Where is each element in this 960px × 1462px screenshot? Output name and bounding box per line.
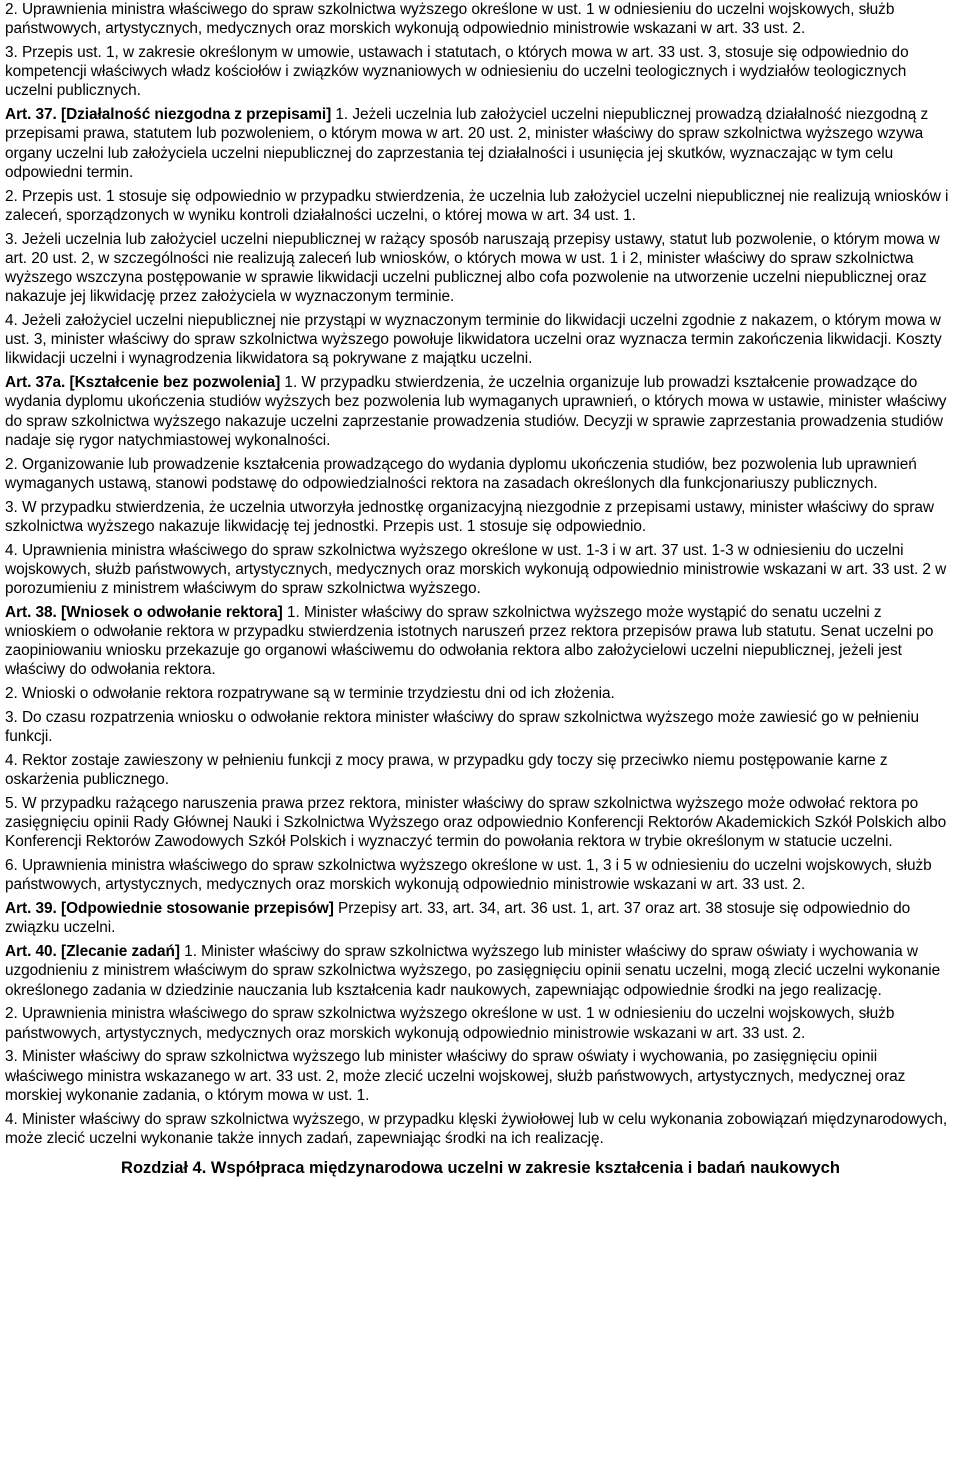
- paragraph: [5, 684, 956, 703]
- paragraph: [5, 311, 956, 369]
- paragraph-text: 4. Uprawnienia ministra właściwego do spraw szkolnictwa wyższego określone w ust. 1-3 i w art. 37 ust. 1-3 w odniesieniu do uczelni wojskowych, służb państwowych, artystycznych, medycznych oraz morskich wykonują odpowiednio ministrowie wskazani w art. 33 ust. 2 w porozumieniu z ministrem właściwym do spraw szkolnictwa wyższego.: [5, 541, 947, 598]
- paragraph: [5, 1004, 956, 1042]
- paragraph: [5, 230, 956, 307]
- paragraph: [5, 43, 956, 101]
- article-paragraph: [5, 603, 956, 680]
- paragraph-text: 1. W przypadku stwierdzenia, że uczelnia organizuje lub prowadzi kształcenie prowadzące do wydania dyplomu ukończenia studiów wyższych bez pozwolenia lub wymaganych uprawnień, o których mowa w ustawie, minister właściwy do spraw szkolnictwa wyższego nakazuje uczelni zaprzestanie prowadzenia studiów. Decyzji w sprawie zaprzestania prowadzenia studiów nadaje się rygor natychmiastowej wykonalności.: [5, 374, 947, 449]
- paragraph-text: 1. Minister właściwy do spraw szkolnictwa wyższego może wystąpić do senatu uczelni z wnioskiem o odwołanie rektora w przypadku stwierdzenia istotnych naruszeń przez rektora przepisów prawa lub statutu. Senat uczelni po zaopiniowaniu wniosku przekazuje go organowi właściwemu do odwołania rektora albo założycielowi uczelni niepublicznej, jeżeli jest właściwy do odwołania rektora.: [5, 603, 934, 679]
- paragraph-text: 3. W przypadku stwierdzenia, że uczelnia utworzyła jednostkę organizacyjną niezgodnie z przepisami ustawy, minister właściwy do spraw szkolnictwa wyższego nakazuje likwidację tej jednostki. Przepis ust. 1 stosuje się odpowiednio.: [5, 498, 934, 535]
- paragraph-text: 2. Wnioski o odwołanie rektora rozpatrywane są w terminie trzydziestu dni od ich złożenia.: [5, 685, 615, 703]
- paragraph: [5, 1047, 956, 1105]
- paragraph-text: 6. Uprawnienia ministra właściwego do spraw szkolnictwa wyższego określone w ust. 1, 3 i 5 w odniesieniu do uczelni wojskowych, służb państwowych, artystycznych, medycznych oraz morskich wykonują odpowiednio ministrowie wskazani w art. 33 ust. 2.: [5, 857, 932, 894]
- chapter-title: Rozdział 4. Współpraca międzynarodowa uczelni w zakresie kształcenia i badań naukowych: [121, 1159, 840, 1178]
- paragraph: [5, 751, 956, 789]
- paragraph-text: 4. Jeżeli założyciel uczelni niepublicznej nie przystąpi w wyznaczonym terminie do likwidacji uczelni zgodnie z nakazem, o którym mowa w ust. 3, minister właściwy do spraw szkolnictwa wyższego powołuje likwidatora uczelni oraz wyznacza termin zakończenia likwidacji. Koszty likwidacji uczelni i wynagrodzenia likwidatora są pokrywane z majątku uczelni.: [5, 312, 942, 368]
- paragraph-text: 2. Organizowanie lub prowadzenie kształcenia prowadzącego do wydania dyplomu ukończenia studiów, bez pozwolenia lub uprawnień wymaganych ustawą, stanowi podstawę do odpowiedzialności rektora na zasadach określonych dla funkcjonariuszy publicznych.: [5, 455, 917, 492]
- article-paragraph: [5, 373, 956, 450]
- paragraph-text: 3. Do czasu rozpatrzenia wniosku o odwołanie rektora minister właściwy do spraw szkolnictwa wyższego może zawiesić go w pełnieniu funkcji.: [5, 709, 919, 746]
- article-heading: Art. 37. [Działalność niezgodna z przepisami]: [5, 106, 332, 124]
- article-heading: Art. 37a. [Kształcenie bez pozwolenia]: [5, 374, 281, 392]
- paragraph: [5, 1110, 956, 1148]
- paragraph: [5, 187, 956, 225]
- paragraph-text: 3. Przepis ust. 1, w zakresie określonym w umowie, ustawach i statutach, o których mowa w art. 33 ust. 3, stosuje się odpowiednio do kompetencji właściwych władz kościołów i związków wyznaniowych w odniesieniu do uczelni teologicznych i wydziałów teologicznych uczelni publicznych.: [5, 44, 909, 100]
- paragraph-text: 2. Uprawnienia ministra właściwego do spraw szkolnictwa wyższego określone w ust. 1 w odniesieniu do uczelni wojskowych, służb państwowych, artystycznych, medycznych oraz morskich wykonują odpowiednio ministrowie wskazani w art. 33 ust. 2.: [5, 1005, 895, 1042]
- article-heading: Art. 40. [Zlecanie zadań]: [5, 943, 180, 961]
- paragraph: [5, 794, 956, 852]
- paragraph-text: 1. Jeżeli uczelnia lub założyciel uczelni niepublicznej prowadzą działalność niezgodną z przepisami prawa, statutem lub pozwoleniem, o którym mowa w art. 20 ust. 2, minister właściwy do spraw szkolnictwa wyższego wzywa organy uczelni lub założyciela uczelni niepublicznej do zaprzestania tej działalności i usunięcia jej skutków, wyznaczając w tym celu odpowiedni termin.: [5, 106, 929, 181]
- paragraph: [5, 455, 956, 493]
- document-body: [5, 0, 956, 1148]
- paragraph: [5, 856, 956, 894]
- paragraph: [5, 0, 956, 38]
- paragraph-text: 5. W przypadku rażącego naruszenia prawa przez rektora, minister właściwy do spraw szkolnictwa wyższego może odwołać rektora po zasięgnięciu opinii Rady Głównej Nauki i Szkolnictwa Wyższego oraz odpowiednio Konferencji Rektorów Akademickich Szkół Polskich albo Konferencji Rektorów Zawodowych Szkół Polskich i wyznaczyć termin do powołania rektora w trybie określonym w statucie uczelni.: [5, 795, 947, 851]
- article-heading: Art. 38. [Wniosek o odwołanie rektora]: [5, 603, 283, 621]
- article-heading: Art. 39. [Odpowiednie stosowanie przepisów]: [5, 900, 334, 918]
- paragraph-text: 4. Rektor zostaje zawieszony w pełnieniu funkcji z mocy prawa, w przypadku gdy toczy się przeciwko niemu postępowanie karne z oskarżenia publicznego.: [5, 752, 888, 789]
- article-paragraph: [5, 899, 956, 937]
- paragraph: [5, 541, 956, 599]
- article-paragraph: [5, 105, 956, 182]
- paragraph-text: 2. Uprawnienia ministra właściwego do spraw szkolnictwa wyższego określone w ust. 1 w odniesieniu do uczelni wojskowych, służb państwowych, artystycznych, medycznych oraz morskich wykonują odpowiednio ministrowie wskazani w art. 33 ust. 2.: [5, 1, 895, 38]
- paragraph-text: 2. Przepis ust. 1 stosuje się odpowiednio w przypadku stwierdzenia, że uczelnia lub założyciel uczelni niepublicznej nie realizują wniosków i zaleceń, sporządzonych w wyniku kontroli działalności uczelni, o której mowa w art. 34 ust. 1.: [5, 187, 949, 224]
- paragraph: [5, 498, 956, 536]
- paragraph-text: 3. Jeżeli uczelnia lub założyciel uczelni niepublicznej w rażący sposób naruszają przepisy ustawy, statut lub pozwolenie, o którym mowa w art. 20 ust. 2, w szczególności nie realizują zaleceń lub wniosków, o których mowa w ust. 1 i 2, minister właściwy do spraw szkolnictwa wyższego wszczyna postępowanie w sprawie likwidacji uczelni publicznej albo cofa pozwolenie na utworzenie uczelni niepublicznej oraz nakazuje jej likwidację przez założyciela w wyznaczonym terminie.: [5, 230, 940, 306]
- paragraph-text: 4. Minister właściwy do spraw szkolnictwa wyższego, w przypadku klęski żywiołowej lub w celu wykonania zobowiązań międzynarodowych, może zlecić uczelni wykonanie także innych zadań, zapewniając środki na ich realizację.: [5, 1110, 948, 1147]
- paragraph-text: 1. Minister właściwy do spraw szkolnictwa wyższego lub minister właściwy do spraw oświaty i wychowania w uzgodnieniu z ministrem właściwym do spraw szkolnictwa wyższego, po zasięgnięciu opinii senatu uczelni, mogą zlecić uczelni wykonanie określonego zadania w dziedzinie nauczania lub kształcenia kadr naukowych, zapewniając odpowiednie środki na jego realizację.: [5, 943, 941, 999]
- paragraph: [5, 708, 956, 746]
- paragraph-text: 3. Minister właściwy do spraw szkolnictwa wyższego lub minister właściwy do spraw oświaty i wychowania, po zasięgnięciu opinii właściwego ministra wskazanego w art. 33 ust. 2, może zlecić uczelni wojskowej, służb państwowych, artystycznych, medycznej oraz morskiej wykonanie zadania, o którym mowa w ust. 1.: [5, 1048, 906, 1104]
- article-paragraph: [5, 942, 956, 1000]
- paragraph-text: Przepisy art. 33, art. 34, art. 36 ust. 1, art. 37 oraz art. 38 stosuje się odpowiednio do związku uczelni.: [5, 900, 911, 937]
